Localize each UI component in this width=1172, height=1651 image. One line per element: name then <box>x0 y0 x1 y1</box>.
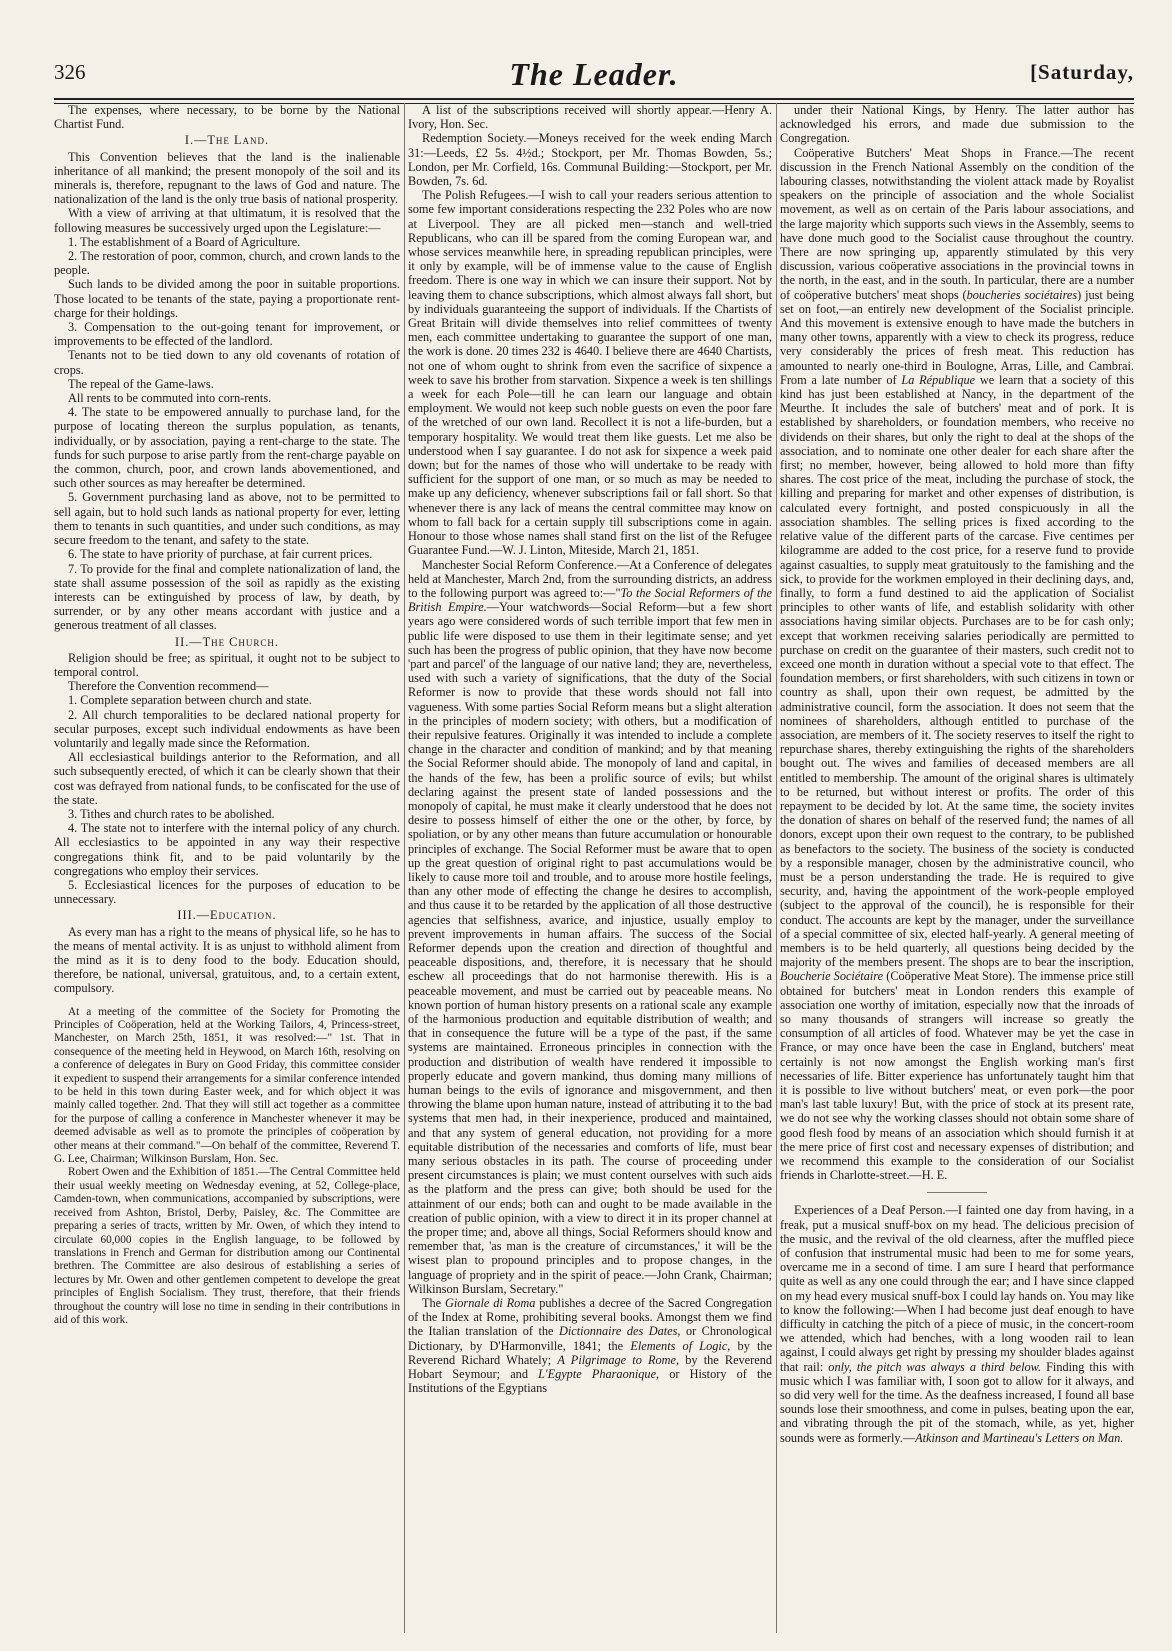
paragraph: 4. The state not to interfere with the internal policy of any church. All ecclesiastics to be appointed in any way their respective congregations think fit, and to be paid voluntarily by the congregations who employ their services. <box>54 821 400 878</box>
italic-run: Atkinson and Martineau's Letters on Man. <box>915 1430 1124 1445</box>
paragraph: 7. To provide for the final and complete nationalization of land, the state shall assume possession of the soil as rapidly as the existing interests can be extinguished by process of law, by death, by surrender, or by any other means accordant with justice and a generous treatment of all classes. <box>54 561 400 633</box>
text-run: Finding this with music which I was familiar with, I soon got to allow for it always, and so did very well for the time. As the deafness increased, I found all base sounds lose their smoothness, and come in pulses, beating upon the ear, and vibrating through the pit of the stomach, while, as yet, higher sounds were as formerly.— <box>780 1359 1134 1445</box>
paragraph: 5. Government purchasing land as above, not to be permitted to sell again, but to hold such lands as national property for ever, letting them to tenants in such quantities, and under such conditions, as may secure freedom to the tenant, and safety to the state. <box>54 490 400 548</box>
column-divider <box>404 103 405 1633</box>
paragraph: under their National Kings, by Henry. The latter author has acknowledged his errors, and made due submission to the Congregation. <box>780 103 1134 146</box>
text-run: Experiences of a Deaf Person.—I fainted one day from having, in a freak, put a musical snuff-box on my head. The delicious precision of the music, and the revival of the old clearness, after the muffled piece of confusion that instrumental music had been to me for some years, overcame me in a second of time. I am sure I heard that performance quite as well as any one could through the ear; and I have since clapped on my head every musical snuff-box I could lay hands on. You may like to know the following:—When I had become just deaf enough to have difficulty in catching the pitch of a piece of music, in the concert-room we attended, which had benches, with a long wooden rail to lean against, I could always get right by pressing my shoulder blades against that rail: <box>780 1203 1134 1374</box>
section-heading-church: II.—The Church. <box>175 634 279 649</box>
italic-run: Dictionnaire des Dates, <box>558 1324 681 1339</box>
page-header <box>54 56 1134 96</box>
column-1 <box>54 103 400 1638</box>
article-separator <box>927 1192 987 1193</box>
column-divider <box>776 103 777 1633</box>
text-run: we learn that a society of this kind has just been established at Nancy, in the department of the Meurthe. It includes the sale of butchers' meat and of pork. It is established by shareholders, or foundation members, who receive no dividends on their shares, but only the right to deal at the shops of the association, and to nominate one other dealer for each share after the first; no member, however, being allowed to hold more than fifty shares. The cost price of the meat, including the purchase of stock, the killing and preparing for market and other expenses of distribution, is calculated every fortnight, and posted conspicuously in all the association shambles. The selling prices is fixed according to the relative value of the different parts of the carcase. Five centimes per kilogramme are added to the cost price, for a reserve fund to provide against casualties, to supply meat gratuitously to the famishing and the sick, to provide for the workmen employed in their declining days, and, finally, to form a fund destined to aid the application of Socialist principles to other wants of life, and establish solidarity with other associations having similar objects. Purchases are to be for cash only; except that workmen receiving salaries periodically are permitted to purchase on credit on the guarantee of their masters, such credit not to exceed one month in duration without a special vote to that effect. The foundation members, or first shareholders, with such citizens in town or country as shall, upon their own request, be admitted by the administrative council, form the association. It does not seem that the nominees of shareholders, although entitled to purchase of the association, are members of it. The society reserves to itself the right to repurchase shares, thereby extinguishing the rights of the shareholders bought out. The wives and families of deceased members are all entitled to membership. The amount of the original shares is ultimately to be returned, but without interest or profits. The order of this repayment to be decided by lot. At the same time, the society invites the donation of shares on behalf of the reserved fund; the names of all donors, except upon their own request to the contrary, to be published as benefactors to the society. The business of the society is conducted by a responsible manager, chosen by the administrative council, who must be a person understanding the trade. He is required to give security, and, having the appointment of the work-people employed (subject to the approval of the council), he is responsible for their conduct. The accounts are kept by the manager, under the surveillance of a special committee of six, elected half-yearly. A general meeting of members is to be held quarterly, all questions being decided by the majority of the members present. The shops are to bear the inscription, <box>780 372 1134 970</box>
text-run: (Coöperative Meat Store). The immense price still obtained for butchers' meat in London renders this example of association one worthy of imitation, especially now that the inroads of so many thousands of strangers will increase so greatly the consumption of all articles of food. Whatever may be yet the case in France, or may once have been the case in England, butchers' meat certainly is not now amongst the English working man's first necessaries of life. Bitter experience has unfortunately taught him that it is possible to live without butchers' meat, or even pork—the poor man's last table luxury! But, with the price of stock at its present rate, we do not see why the working classes should not obtain some share of good flesh food by means of an association which should furnish it at the mere price of first cost and necessary expenses of distribution; and we recommend this example to the consideration of our Socialist friends in Charlotte-street.—H. E. <box>780 969 1134 1183</box>
text-run: publishes a decree of the Sacred Congregation of the Index at Rome, prohibiting several books. Amongst them we find the Italian translation of the <box>408 1296 772 1339</box>
paragraph <box>408 1296 772 1395</box>
text-run: Coöperative Butchers' Meat Shops in France.—The recent discussion in the French National Assembly on the condition of the labouring classes, notwithstanding the violent attack made by Royalist speakers on the principle of association and the whole Socialist movement, as well as on certain of the Paris labour associations, and the large majority which supports such views in the Assembly, seems to have done much good to the Socialist cause throughout the country. There are now springing up, apparently stimulated by this very discussion, various coöperative associations in the provincial towns in the north, in the east, and in the south. In particular, there are a number of coöperative butchers' meat shops ( <box>780 145 1134 302</box>
paragraph: All ecclesiastical buildings anterior to the Reformation, and all such subsequently erected, of which it can be clearly shown that their cost was defrayed from national funds, to be confiscated for the use of the state. <box>54 750 400 807</box>
italic-run: Boucherie Sociétaire <box>780 969 884 984</box>
paragraph: The repeal of the Game-laws. <box>68 376 214 391</box>
italic-run: L'Egypte Pharaonique, <box>538 1367 660 1382</box>
paragraph: Therefore the Convention recommend— <box>68 679 269 694</box>
paragraph: 2. The restoration of poor, common, church, and crown lands to the people. <box>54 249 400 278</box>
italic-run: To the Social Reformers of the British Empire. <box>408 585 772 615</box>
paragraph: As every man has a right to the means of physical life, so he has to the means of mental activity. It is as unjust to withhold aliment from the mind as it is to deny food to the body. Education should, therefore, be national, universal, gratuitous, and, to a certain extent, compulsory. <box>54 924 400 996</box>
paragraph: Such lands to be divided among the poor in suitable proportions. Those located to be tenants of the state, paying a proportionate rent-charge for their holdings. <box>54 277 400 320</box>
paragraph: Robert Owen and the Exhibition of 1851.—The Central Committee held their usual weekly meeting on Wednesday evening, at 52, College-place, Camden-town, when communications, accompanied by subscriptions, were received from Ashton, Bristol, Derby, Paisley, &c. The Committee are preparing a series of tracts, written by Mr. Owen, of which they intend to circulate 60,000 copies in the English language, to be followed by translations in French and German for distribution among our Continental brethren. The Committee are also desirous of establishing a series of lectures by Mr. Owen and other gentlemen competent to develope the great principles of English Socialism. They trust, therefore, that their friends throughout the country will lose no time in sending in their contributions in aid of this work. <box>54 1166 400 1326</box>
paragraph: All rents to be commuted into corn-rents. <box>68 391 272 406</box>
text-run: by the Reverend Richard Whately; <box>408 1338 772 1367</box>
section-heading-education: III.—Education. <box>177 908 277 923</box>
text-run: The <box>422 1296 442 1311</box>
column-2 <box>408 103 772 1638</box>
italic-run: La République <box>901 372 976 387</box>
paragraph: 3. Compensation to the out-going tenant for improvement, or improvements to be effected of the landlord. <box>54 320 400 349</box>
paragraph: Religion should be free; as spiritual, it ought not to be subject to temporal control. <box>54 650 400 679</box>
paragraph: At a meeting of the committee of the Society for Promoting the Principles of Coöperation, held at the Working Tailors, 4, Princess-street, Manchester, on March 25th, 1851, it was resolved:—" 1st. That in consequence of the meeting held in Heywood, on March 16th, resolving on a conference of delegates in Bury on Good Friday, this committee consider it expedient to suspend their arrangements for a similar conference intended to be held in this town during Easter week, and for which object it was mainly called together. 2nd. That they will still act together as a committee for the purpose of calling a conference in Manchester whenever it may be deemed advisable as well as to promote the principles of coöperation by other means at their command."—On behalf of the committee, Reverend T. G. Lee, Chairman; Wilkinson Burslam, Hon. Sec. <box>54 1005 400 1166</box>
paragraph: 1. The establishment of a Board of Agriculture. <box>68 234 301 249</box>
text-run: or Chronological Dictionary, by D'Harmonville, 1841; the <box>408 1324 772 1353</box>
paragraph: The Polish Refugees.—I wish to call your readers serious attention to some few important considerations respecting the 232 Poles who are now at Liverpool. They are all picked men—stanch and well-tried Republicans, who can ill be spared from the coming European war, and whose services meanwhile here, in spreading republican principles, were it only by example, will be of immense value to the cause of English freedom. There is one way in which we can insure their support. Not by leaving them to chance subscriptions, which almost always fall short, but by individuals guaranteeing the support of individuals. If the Chartists of Great Britain will divide themselves into relief committees of twenty men, each committee undertaking to guarantee the support of one man, the work is done. 20 times 232 is 4640. I believe there are 4640 Chartists, not one of whom ought to shrink from even the sacrifice of sixpence a week to save his brother from starvation. Sixpence a week is ten shillings a week for each Pole—till he can learn our language and obtain employment. We would not keep such noble guests on even the poor fare of the wretched of our own land. Recollect it is not a life-burden, but a temporary hospitality. We would treat them like guests. Let me also be understood when I say guarantee. I do not ask for sixpence a week paid down; but for the names of those who will undertake to be ready with sufficient for the support of one man, or so much as may be needed to make up any deficiency, whenever subscriptions fail or fall short. So that whenever there is any lack of means the central committee may know on whom to fall back for a certain supply till subscriptions come in again. Honour to those whose names shall stand first on the list of the Refugee Guarantee Fund.—W. J. Linton, Miteside, March 21, 1851. <box>408 188 772 558</box>
paragraph: 6. The state to have priority of purchase, at fair current prices. <box>68 547 373 562</box>
masthead: The Leader. <box>509 56 679 92</box>
paragraph: Tenants not to be tied down to any old covenants of rotation of crops. <box>54 348 400 377</box>
paragraph: 1. Complete separation between church and state. <box>68 693 312 708</box>
paragraph <box>780 146 1134 1183</box>
italic-run: Giornale di Roma <box>444 1296 536 1311</box>
paragraph <box>408 558 772 1297</box>
column-3 <box>780 103 1134 1638</box>
text-run: ) just being set on foot,—an entirely new development of the Socialist principle. And this movement is extensive enough to have made the butchers in many other towns, apparently with a view to check its progress, reduce very considerably the prices of fresh meat. This reduction has amounted to nearly one-third in Boulogne, Arras, Lille, and Cambrai. From a late number of <box>780 287 1134 387</box>
paragraph: 5. Ecclesiastical licences for the purposes of education to be unnecessary. <box>54 877 400 907</box>
dateline: [Saturday, <box>1030 60 1134 84</box>
text-run: or History of the Institutions of the Egyptians <box>408 1367 772 1396</box>
italic-run: A Pilgrimage to Rome, <box>557 1352 680 1367</box>
italic-run: boucheries sociétaires <box>966 287 1078 302</box>
paragraph: This Convention believes that the land is the inalienable inheritance of all mankind; the present monopoly of the soil and its minerals is, therefore, repugnant to the laws of God and nature. The nationalization of the land is the only true basis of national prosperity. <box>54 149 400 207</box>
paragraph: With a view of arriving at that ultimatum, it is resolved that the following measures be successively urged upon the Legislature:— <box>54 206 400 235</box>
text-run: —Your watchwords—Social Reform—but a few short years ago were considered words of such terrible import that few men in public life were disposed to use them in their legitimate sense; and yet such has been the progress of public opinion, that they have now become 'part and parcel' of the language of our native land; they are, nevertheless, used with such a variety of significations, that the duty of the Social Reformer is now to provide that these words should not fall into vagueness. With some parties Social Reform means but a slight alteration in the principles of modern society; with others, but a modification of their repulsive features. Originally it was intended to include a complete change in the character and condition of mankind; and by that meaning the Social Reformer should abide. The monopoly of land and capital, in the hands of the few, has been a prolific source of evils; but whilst declaring against the present state of landed possessions and the monopoly of capital, he must make it clearly understood that he does not desire to possess himself of either the one or the other, by force, by spoliation, or by any other means than future accumulation or honourable principles of exchange. The Social Reformer must be aware that to open up the great question of original right to past accumulations would be likely to cause more toil and trouble, and to arouse more hostile feelings, than any other mode of effecting the change he desires to accomplish, and thus cause it to be retarded by the application of all those destructive agencies that selfishness, avarice, and injustice, usually employ to prevent improvements in human affairs. The success of the Social Reformer depends upon the creation and direction of thoughtful and peaceable dispositions, and, therefore, it is necessary that he should eschew all proceedings that do not harmonise therewith. His is a peaceable movement, and must be carried out by peaceable means. No known portion of human history presents on a rational scale any example of the harmonious production and equitable distribution of wealth; and that in consequence the future will be a type of the past, if the same systems are maintained. Erroneous principles in connection with the production and distribution of wealth have rendered it impossible to properly educate and govern mankind, thus doming many millions of human beings to the evils of ignorance and misgovernment, and then throwing the blame upon human nature, instead of attributing it to the bad systems that men had, in their inexperience, produced and maintained, and that any system of general education, not providing for a more equitable distribution of the necessaries and comforts of life, must bear many serious obstacles in its path. The course of proceeding under present circumstances is plain; we must content ourselves with such aids as the platform and the press can give; both should be used for the attainment of our ends; both can and ought to be made available in the creation of public opinion, with a view to direct it in its proper channel at the proper time; and, above all things, Social Reformers should know and remember that, 'as man is the creature of circumstances,' it will be the wisest plan to propound principles and to propose changes, in the language of propriety and in the spirit of peace.—John Crank, Chairman; Wilkinson Burslam, Secretary." <box>408 600 772 1296</box>
text-run: Manchester Social Reform Conference.—At a Conference of delegates held at Manchester, March 2nd, from the surrounding districts, an address to the following purport was agreed to:—" <box>408 557 772 600</box>
paragraph: 2. All church temporalities to be declared national property for secular purposes, except such individual endowments as have been voluntarily and legally made since the Reformation. <box>54 707 400 750</box>
paragraph <box>780 1203 1134 1444</box>
paragraph: 4. The state to be empowered annually to purchase land, for the purpose of locating thereon the surplus population, as tenants, individually, or by association, paying a rent-charge to the state. The funds for such purpose to arise partly from the rent-charge payable on the common, church, poor, and crown lands abovementioned, and such other sources as may hereafter be determined. <box>54 405 400 491</box>
text-run: by the Reverend Hobart Seymour; and <box>408 1352 772 1382</box>
italic-run: Elements of Logic, <box>630 1338 731 1353</box>
paragraph: 3. Tithes and church rates to be abolished. <box>68 806 275 821</box>
section-heading-land: I.—The Land. <box>184 133 270 148</box>
paragraph: The expenses, where necessary, to be borne by the National Chartist Fund. <box>54 103 400 132</box>
page-number: 326 <box>54 60 86 84</box>
paragraph: Redemption Society.—Moneys received for the week ending March 31:—Leeds, £2 5s. 4½d.; Stockport, per Mr. Thomas Bowden, 5s.; London, per Mr. Corfield, 16s. Communal Building:—Stockport, per Mr. Bowden, 7s. 6d. <box>408 131 772 189</box>
paragraph: A list of the subscriptions received will shortly appear.—Henry A. Ivory, Hon. Sec. <box>408 103 772 132</box>
italic-run: only, the pitch was always a third below. <box>828 1359 1042 1374</box>
